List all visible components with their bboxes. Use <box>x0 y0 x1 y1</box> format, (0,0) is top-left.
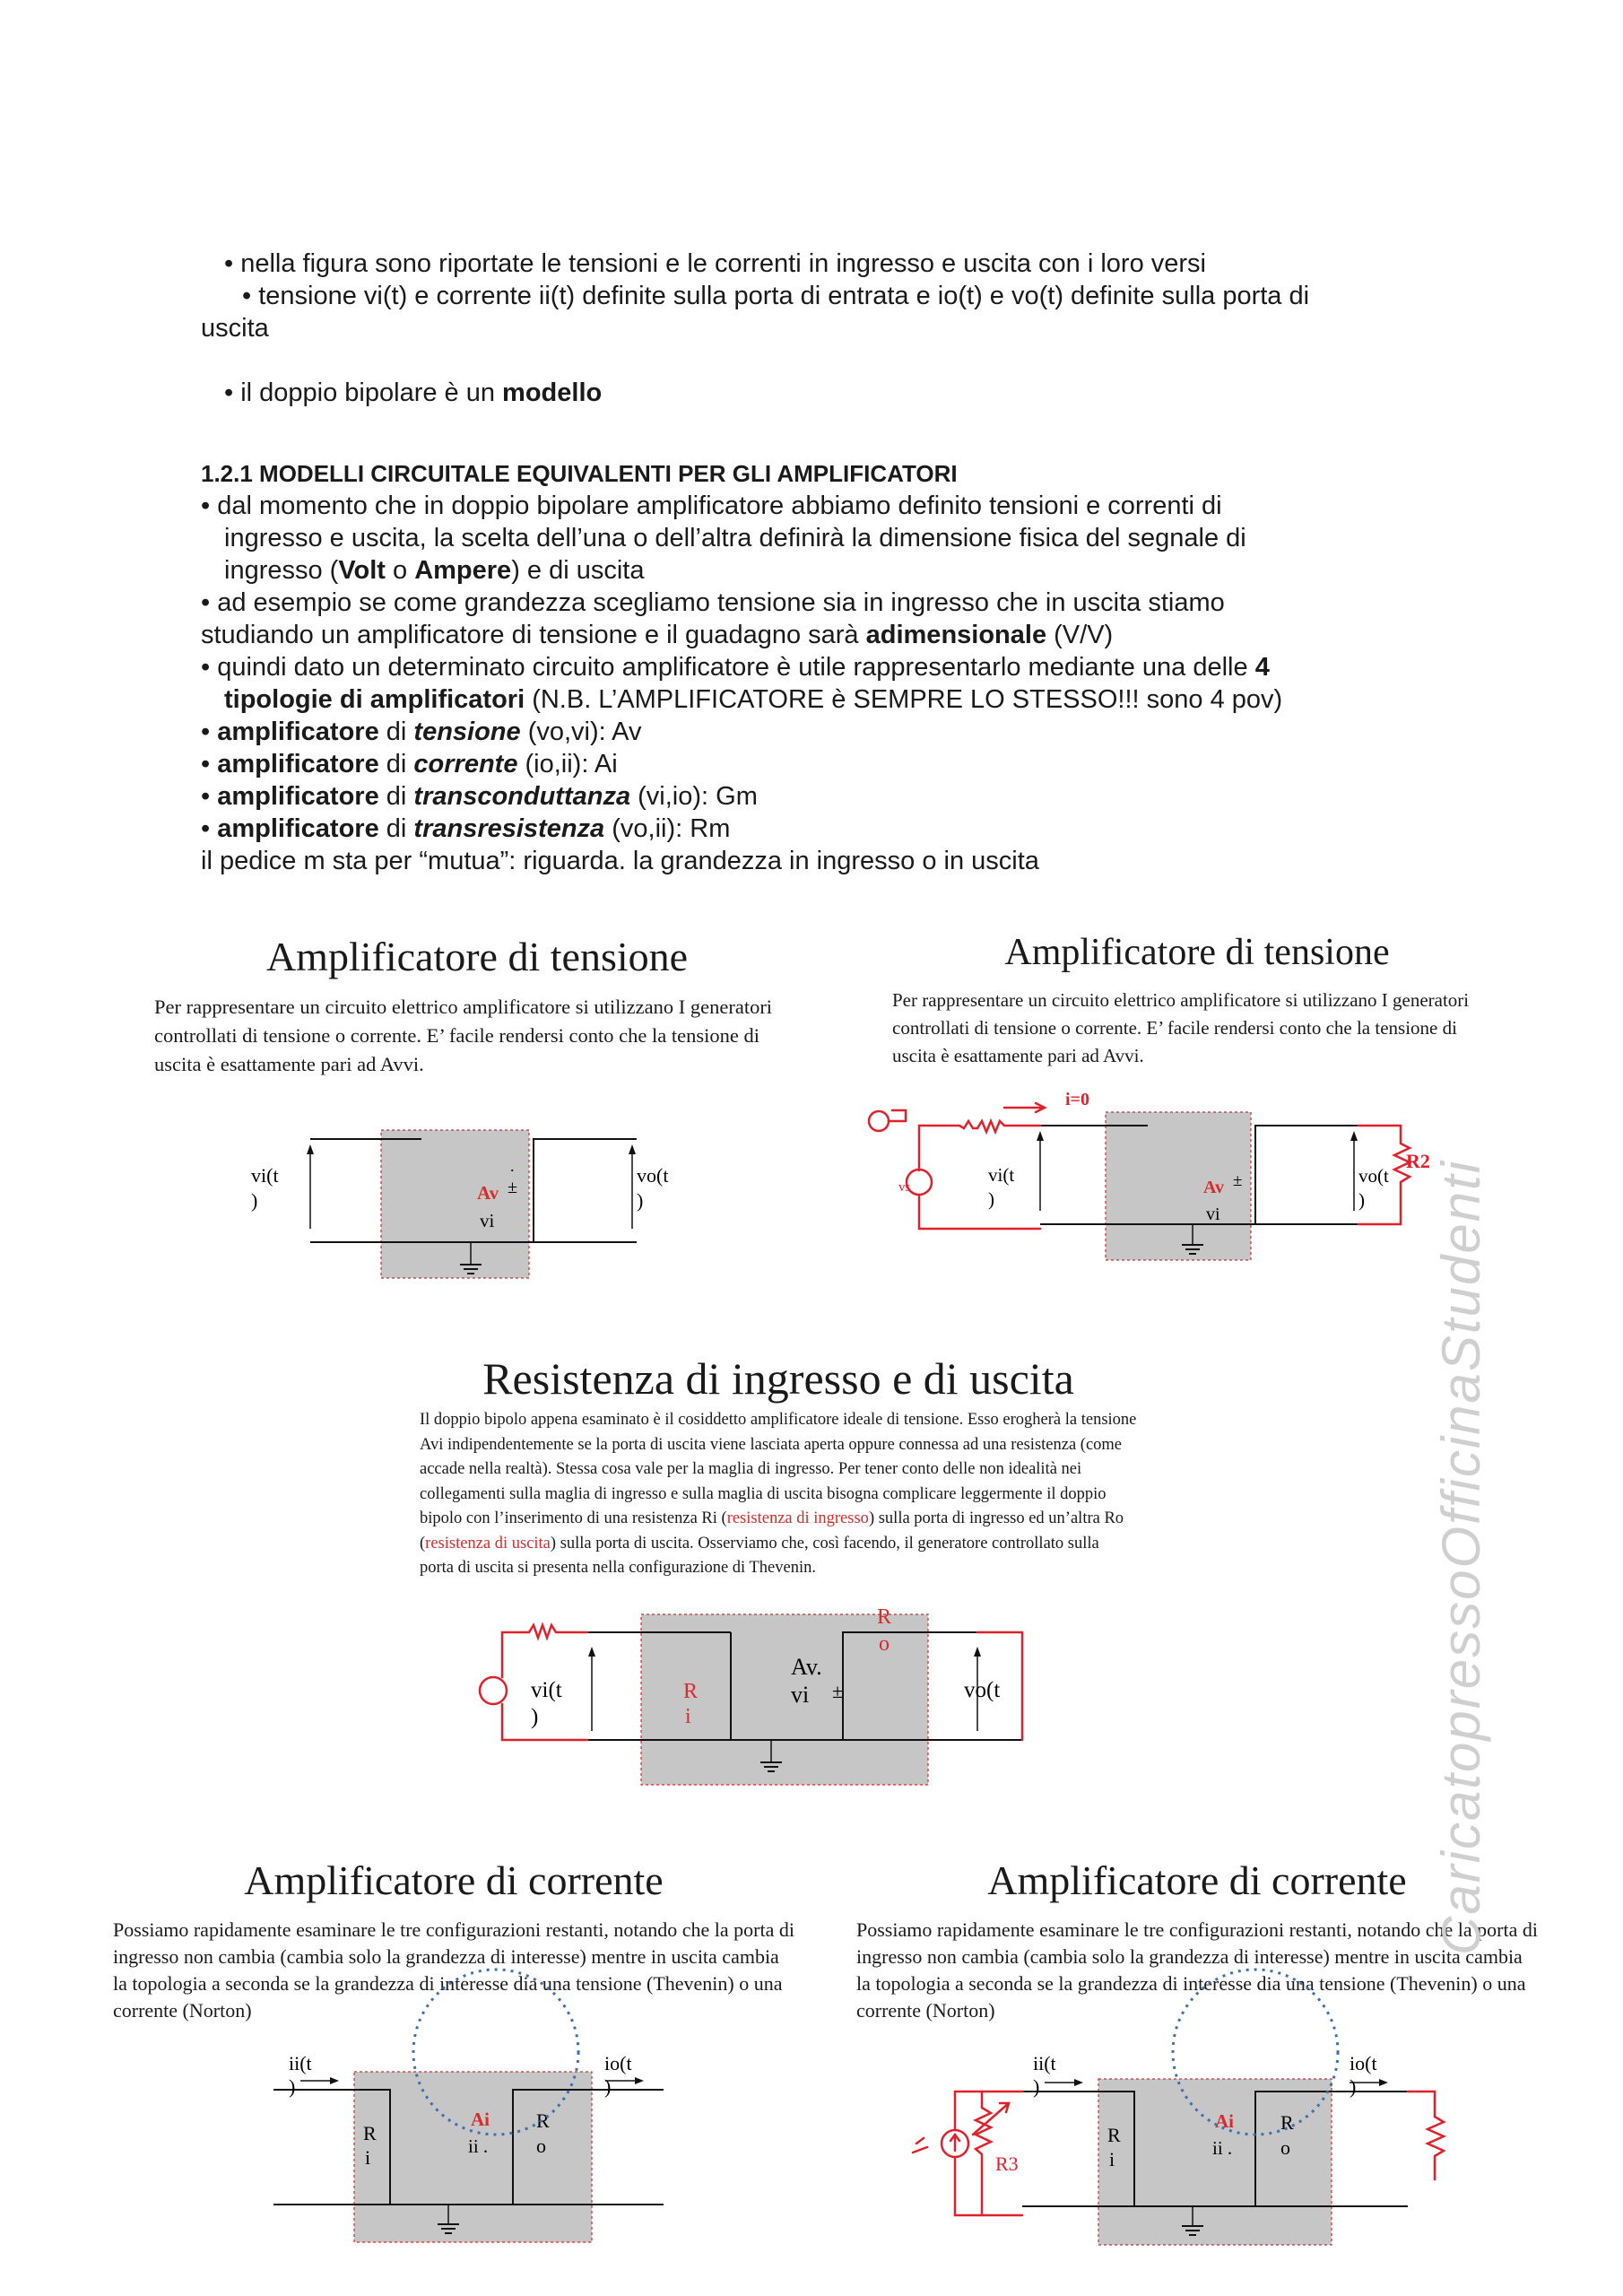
bullet-modello <box>201 377 1438 409</box>
bullet-tensione-line2: uscita <box>201 314 269 343</box>
slide-text: Per rappresentare un circuito elettrico amplificatore si utilizzano I generatori controllati di tensione o corrente. E’ facile rendersi conto che la tensione di uscita è esattamente pari ad Avvi. <box>892 989 1470 1066</box>
text: (io,ii): Ai <box>517 750 618 778</box>
bold-ampere: Ampere <box>414 556 512 585</box>
label-vi: vi(t <box>531 1678 562 1702</box>
label-vo: ) <box>637 1189 644 1212</box>
handwritten-label-r3: R3 <box>995 2152 1019 2175</box>
bold-adimensionale: adimensionale <box>865 621 1047 649</box>
label-vi: vi(t <box>988 1164 1015 1186</box>
bold: amplificatore <box>217 782 379 811</box>
text: • <box>201 782 218 811</box>
label-vi: vi(t <box>251 1164 279 1187</box>
type-item <box>201 780 1438 813</box>
handwritten-label-io: i=0 <box>1065 1090 1089 1109</box>
notes-section <box>201 248 1438 877</box>
slide-title: Amplificatore di tensione <box>265 934 689 979</box>
twoport-box <box>381 1130 529 1278</box>
slide-tensione-right <box>892 931 1502 1070</box>
circuit-tensione-left <box>242 1121 669 1292</box>
text: (vo,ii): Rm <box>604 814 731 843</box>
bold-italic: tensione <box>413 718 521 746</box>
text: o <box>385 556 415 585</box>
source-symbol: ± <box>508 1178 517 1197</box>
handwritten-label-vs: vs <box>898 1180 911 1195</box>
bullet-quindi-l2 <box>201 683 1438 716</box>
label-vo: vo(t <box>637 1164 669 1187</box>
slide-text: Possiamo rapidamente esaminare le tre configurazioni restanti, notando che la porta di ingresso non cambia (cambia solo la grandezza di interesse) mentre in uscita cambia la topologia a seconda se la grandezza di interesse dia una tensione (Thevenin) o una corrente (Norton) <box>856 1918 1538 2022</box>
red-text: resistenza di ingresso <box>726 1509 869 1527</box>
handwritten-wire <box>502 1704 587 1740</box>
slide-title: Resistenza di ingresso e di uscita <box>482 1353 1074 1404</box>
text: (N.B. L’AMPLIFICATORE è SEMPRE LO STESSO!!! sono 4 pov) <box>525 685 1283 714</box>
text: • <box>201 718 218 746</box>
handwritten-load-resistor <box>1408 2092 1444 2179</box>
label-ro: R <box>1280 2111 1294 2134</box>
label-vi: ) <box>251 1189 258 1212</box>
wire <box>1255 1126 1358 1224</box>
slide-tensione-left <box>154 933 800 1079</box>
arrow-head <box>1074 2079 1083 2086</box>
label-io: ) <box>604 2075 612 2098</box>
text: (vo,vi): Av <box>520 718 642 746</box>
arrow-head <box>635 2077 644 2084</box>
label-vi-ctrl: vi <box>791 1682 810 1708</box>
text: ingresso ( <box>224 556 339 585</box>
label-ri: i <box>365 2146 371 2169</box>
bold-italic: transresistenza <box>413 814 605 843</box>
label-ai: Ai <box>471 2109 490 2130</box>
slide-text: Possiamo rapidamente esaminare le tre configurazioni restanti, notando che la porta di ingresso non cambia (cambia solo la grandezza di interesse) mentre in uscita cambia la topologia a seconda se la grandezza di interesse dia una tensione (Thevenin) o una corrente (Norton) <box>113 1918 794 2022</box>
bold-italic: corrente <box>413 750 518 778</box>
label-ro: o <box>879 1632 890 1656</box>
bold-tipologie: tipologie di amplificatori <box>224 685 525 714</box>
handwritten-resistor <box>919 1121 1040 1170</box>
label-ii: ii(t <box>289 2052 312 2074</box>
source-symbol: ± <box>832 1680 844 1702</box>
bold-4: 4 <box>1254 653 1270 682</box>
text: di <box>378 718 414 746</box>
text: di <box>378 782 414 811</box>
label-io: io(t <box>1350 2052 1377 2074</box>
bullet-dimensione-l3 <box>201 554 1438 587</box>
label-vo: ) <box>1358 1189 1365 1211</box>
handwritten-resistor <box>502 1625 587 1677</box>
text: di <box>378 750 414 778</box>
label-vo: vo(t <box>1358 1165 1389 1187</box>
text: • <box>201 750 218 778</box>
watermark: CaricatopressoOfficinaStudenti <box>1431 1159 1491 1955</box>
text: • quindi dato un determinato circuito amplificatore è utile rappresentarlo mediante una delle <box>201 653 1255 682</box>
label-io: io(t <box>604 2052 632 2074</box>
label-ro: R <box>877 1605 892 1629</box>
circuit-tensione-right <box>852 1085 1462 1274</box>
circuit-resistenza <box>466 1605 1040 1794</box>
label-ro: o <box>1280 2136 1290 2159</box>
text: studiando un amplificatore di tensione e il guadagno sarà <box>201 621 866 649</box>
label-ro: R <box>536 2109 550 2132</box>
bold: amplificatore <box>217 750 379 778</box>
label-ii: ) <box>1033 2075 1040 2098</box>
slide-title: Amplificatore di corrente <box>244 1857 664 1903</box>
handwritten-wire <box>889 1110 906 1121</box>
label-av: Av <box>477 1182 499 1204</box>
handwritten-source-icon <box>480 1677 507 1704</box>
label-ri: R <box>363 2122 377 2144</box>
label-ri: R <box>1107 2124 1121 2146</box>
bullet-modello-bold: modello <box>502 378 603 407</box>
label-av: Av <box>1203 1178 1224 1197</box>
arrow-head <box>1350 1131 1358 1141</box>
text: Il doppio bipolo appena esaminato è il cosiddetto amplificatore ideale di tensione. Esso erogherà la tensione Avi indipendentemente se la porta di uscita viene lasciata aperta oppure connessa ad una resistenza (come accade nella realtà). Stessa cosa vale per la maglia di ingresso. Per tener conto delle non idealità nei collegamenti sulla maglia di ingresso e sulla maglia di uscita bisogna complicare leggermente il doppio bipolo con l’inserimento di una resistenza Ri ( <box>420 1411 1137 1527</box>
label-ri: i <box>1109 2148 1115 2170</box>
pedice-note: il pedice m sta per “mutua”: riguarda. la grandezza in ingresso o in uscita <box>201 847 1039 875</box>
type-item <box>201 813 1438 845</box>
source-symbol: ± <box>1233 1171 1243 1190</box>
label-ai: Ai <box>1215 2110 1234 2132</box>
handwritten-label-r2: R2 <box>1406 1150 1430 1172</box>
label-vi-ctrl: vi <box>1206 1205 1220 1224</box>
handwritten-arrow <box>950 2135 959 2151</box>
bold-volt: Volt <box>338 556 386 585</box>
label-vo: vo(t <box>964 1678 1001 1702</box>
slide-title: Amplificatore di corrente <box>987 1857 1407 1903</box>
bullet-figura: • nella figura sono riportate le tensioni e le correnti in ingresso e uscita con i loro versi <box>224 249 1206 278</box>
circuit-corrente-right <box>897 2036 1471 2251</box>
label-ri: i <box>685 1705 691 1728</box>
section-heading: 1.2.1 MODELLI CIRCUITALE EQUIVALENTI PER GLI AMPLIFICATORI <box>201 460 958 487</box>
label-io: ) <box>1350 2075 1357 2098</box>
handwritten-mark <box>913 2138 927 2152</box>
bold-italic: transconduttanza <box>413 782 631 811</box>
text: (vi,io): Gm <box>630 782 758 811</box>
label-vi: ) <box>531 1705 539 1729</box>
handwritten-wire <box>919 1195 1040 1229</box>
type-item <box>201 716 1438 748</box>
slide-resistenza <box>420 1352 1137 1581</box>
type-item <box>201 748 1438 780</box>
slide-text <box>420 1408 1137 1581</box>
arrow-head <box>307 1144 314 1154</box>
label-ii: ) <box>289 2075 296 2098</box>
bullet-esempio-l1: • ad esempio se come grandezza scegliamo tensione sia in ingresso che in uscita stiamo <box>201 588 1225 617</box>
arrow-head <box>974 1647 981 1657</box>
label-vi-ctrl: vi <box>480 1210 495 1231</box>
text: • <box>201 814 218 843</box>
label-ro: o <box>536 2135 546 2157</box>
wire <box>534 1139 637 1242</box>
red-text: resistenza di uscita <box>425 1534 551 1552</box>
slide-text: Per rappresentare un circuito elettrico amplificatore si utilizzano I generatori controllati di tensione o corrente. E’ facile rendersi conto che la tensione di uscita è esattamente pari ad Avvi. <box>154 996 773 1075</box>
text: ) sulla porta di ingresso ed un’altra Ro ( <box>420 1509 1124 1552</box>
handwritten-arrow <box>1004 1103 1045 1112</box>
label-ii-ctrl: ii . <box>1212 2137 1233 2159</box>
handwritten-source-icon <box>869 1111 889 1131</box>
arrow-head <box>1379 2079 1388 2086</box>
text: di <box>378 814 414 843</box>
label-vi: ) <box>988 1188 994 1210</box>
text: ) e di uscita <box>511 556 645 585</box>
handwritten-resistor <box>976 2092 991 2215</box>
text: (V/V) <box>1046 621 1114 649</box>
bullet-dimensione-l2: ingresso e uscita, la scelta dell’una o dell’altra definirà la dimensione fisica del segnale di <box>224 524 1246 552</box>
slide-corrente-left <box>113 1857 794 2024</box>
twoport-box <box>1106 1112 1251 1260</box>
arrow-head <box>330 2077 339 2084</box>
bold: amplificatore <box>217 814 379 843</box>
bullet-modello-text: • il doppio bipolare è un <box>224 378 503 407</box>
slide-title: Amplificatore di tensione <box>1004 932 1390 973</box>
bullet-quindi-l1 <box>201 651 1438 683</box>
arrow-head <box>588 1647 595 1657</box>
arrow-head <box>629 1144 636 1154</box>
label-ii: ii(t <box>1033 2052 1056 2074</box>
arrow-head <box>1037 1131 1044 1141</box>
bullet-esempio-l2 <box>201 619 1438 651</box>
bullet-tensione-line1: • tensione vi(t) e corrente ii(t) definite sulla porta di entrata e io(t) e vo(t) definite sulla porta di <box>242 282 1310 310</box>
bold: amplificatore <box>217 718 379 746</box>
circuit-corrente-left <box>260 2036 681 2251</box>
dot: . <box>510 1157 515 1175</box>
label-ri: R <box>683 1680 699 1703</box>
text: ) sulla porta di uscita. Osserviamo che, così facendo, il generatore controllato sulla porta di uscita si presenta nella configurazione di Thevenin. <box>420 1534 1099 1577</box>
label-ii-ctrl: ii . <box>468 2135 489 2157</box>
bullet-dimensione-l1: • dal momento che in doppio bipolare amplificatore abbiamo definito tensioni e correnti di <box>201 491 1222 520</box>
label-av: Av. <box>791 1654 822 1680</box>
